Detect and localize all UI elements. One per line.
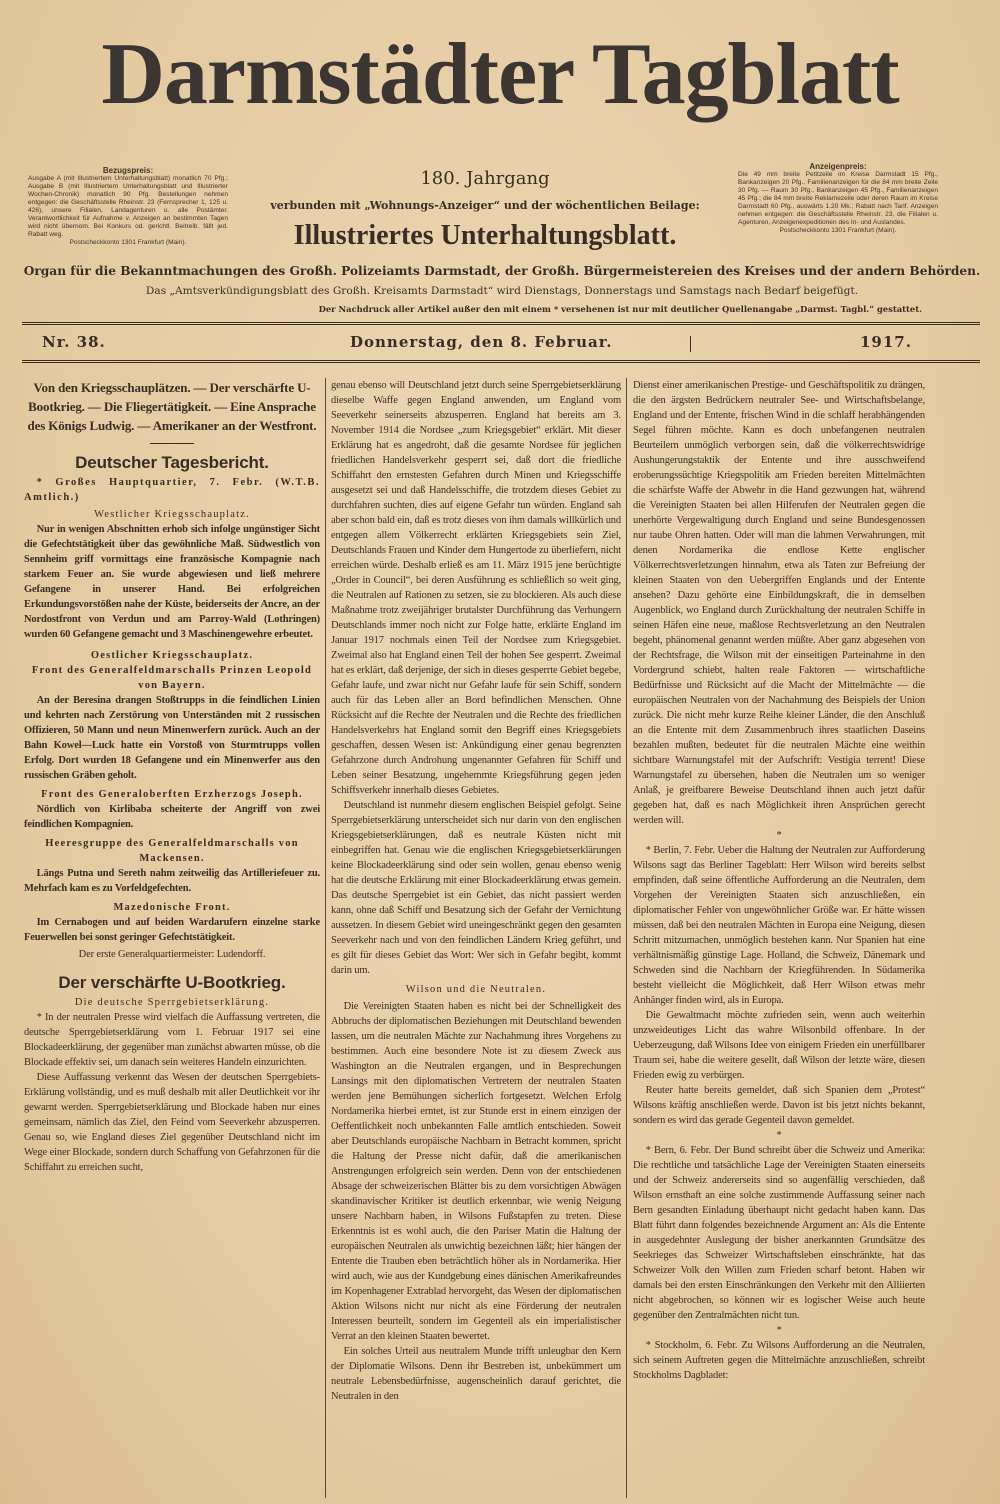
paragraph: Ein solches Urteil aus neutralem Munde trifft unleugbar den Kern der Diplomatie Wilsons. Denn ihr Bestreben ist, unbekümmert um neutrale Lebensbedürfnisse, augenscheinlich darauf gerichtet, die Neutralen in den [331, 1346, 621, 1402]
anzeigenpreis-box [738, 162, 938, 235]
paragraph: Im Cernabogen und auf beiden Wardarufern einzelne starke Feuerwellen bei sonst geringer Gefechtstätigkeit. [24, 917, 320, 943]
organ-line: Organ für die Bekanntmachungen des Großh. Polizeiamts Darmstadt, der Großh. Bürgermeistereien des Kreises und der andern Behörden. [23, 264, 981, 278]
column-divider [626, 378, 627, 1498]
paragraph: Die Gewaltmacht möchte zufrieden sein, wenn auch weiterhin unzweideutiges Licht das wahre Wilsonbild offenbare. In der Ueberzeugung, daß Wilsons Idee von einigem Frieden ein unerfüllbarer Traum sei, habe die weitere gesellt, daß Wilson der letzte wäre, diesen Frieden ewig zu verbürgen. [633, 1010, 925, 1081]
paragraph: Reuter hatte bereits gemeldet, daß sich Spanien dem „Protest“ Wilsons kräftig anschließen werde. Davon ist bis jetzt nichts bekannt, sondern es wird das gerade Gegenteil davon gemeldet. [633, 1085, 925, 1126]
paragraph: Längs Putna und Sereth nahm zeitweilig das Artilleriefeuer zu. Mehrfach kam es zu Vorfeldgefechten. [24, 868, 320, 894]
paragraph: Nur in wenigen Abschnitten erhob sich infolge ungünstiger Sicht die Gefechtstätigkeit über das gewöhnliche Maß. Südwestlich von Sennheim griff vormittags eine französische Kompagnie nach starkem Feuer an. Sie wurde abgewiesen und ließ mehrere Gefangene in unserer Hand. Bei erfolgreichen Erkundungsvorstößen nahe der Küste, beiderseits der Ancre, an der Nordostfront von Verdun und am Parroy-Wald (Lothringen) wurden 60 Gefangene gemacht und 3 Maschinengewehre erbeutet. [24, 524, 320, 640]
subhead-mazedonien: Mazedonische Front. [113, 902, 231, 913]
subhead-mackensen: Heeresgruppe des Generalfeldmarschalls von Mackensen. [45, 838, 299, 864]
section-star: * [776, 830, 782, 841]
issue-number: Nr. 38. [42, 333, 106, 351]
section-star: * [776, 1130, 782, 1141]
signature: Der erste Generalquartiermeister: Ludendorff. [78, 949, 266, 960]
subhead-ost: Oestlicher Kriegsschauplatz. [90, 650, 254, 661]
subhead-front-leopold: Front des Generalfeldmarschalls Prinzen Leopold von Bayern. [31, 665, 313, 691]
subhead-west: Westlicher Kriegsschauplatz. [94, 509, 250, 520]
subhead-front-joseph: Front des Generaloberften Erzherzogs Joseph. [41, 789, 303, 800]
verbunden-line: verbunden mit „Wohnungs-Anzeiger“ und der wöchentlichen Beilage: [270, 199, 700, 212]
paragraph: Nördlich von Kirlibaba scheiterte der Angriff von zwei feindlichen Kompagnien. [24, 804, 320, 830]
nachdruck-notice: Der Nachdruck aller Artikel außer den mit einem * versehenen ist nur mit deutlicher Quellenangabe „Darmst. Tagbl.“ gestattet. [318, 304, 922, 314]
rule-bottom [22, 360, 980, 363]
anzeigenpreis-text: Die 49 mm breite Petitzeile im Kreise Darmstadt 15 Pfg., Bankanzeigen 20 Pfg., Familienanzeigen für die 84 mm breite Zeile 30 Pfg. — Raum 30 Pfg., Bankanzeigen 45 Pfg., Familienanzeigen 45 Pfg.; die 84 mm breite Reklamezeile oder deren Raum im Kreise Darmstadt 60 Pfg., auswärts 1.20 Mk.; Rabatt nach Tarif. Anzeigen nehmen entgegen: die Geschäftsstelle Rheinstr. 23, die Filialen u. Agenturen, Anzeigenexpeditionen des In- und Auslandes. [738, 171, 938, 226]
paragraph: Die Vereinigten Staaten haben es nicht bei der Schnelligkeit des Abbruchs der diplomatischen Beziehungen mit Deutschland bewenden lassen, um die neutralen Mächte zur Nachahmung ihres Vorgehens zu bestimmen. Auch eine besondere Note ist zu diesem Zweck aus Washington an die Neutralen ergangen, und in Besprechungen Lansings mit den diplomatischen Vertretern der neutralen Staaten werden jene Bemühungen sicherlich fortgesetzt. Welchen Erfolg Nordamerika hierbei erntet, ist zur Stunde erst in einem einzigen der Oeffentlichkeit noch unbekannten Falle amtlich entschieden. Soweit aber Deutschlands europäische Nachbarn in Betracht kommen, spricht die Haltung der Presse nicht dafür, daß die amerikanischen Anstrengungen erfolgreich sein werden. Denn von der entschiedenen Absage der schweizerischen Blätter bis zu dem vorsichtigen Abwägen skandinavischer Kritiker ist deutlich erkennbar, wie wenig Neigung unsere Nachbarn haben, in Wilsons Fußstapfen zu treten. Diese Erkenntnis ist es wohl auch, die den Pariser Matin die Haltung der europäischen Neutralen als unwichtig bezeichnen läßt; hier hängen der Entente die Trauben eben beträchtlich höher als in Nordamerika. Hier wird auch, wie aus der Kundgebung eines dänischen Amerikafreundes im Kopenhagener Extrablad hervorgeht, das Wesen der diplomatischen Aktion Wilsons nicht nur nicht als eine Förderung der neutralen Interessen beurteilt, sondern im Gegenteil als ein imperialistischer Verrat an den kleinen Staaten bewertet. [331, 1001, 621, 1342]
headline-wilson: Wilson und die Neutralen. [405, 984, 547, 995]
paragraph-berlin: * Berlin, 7. Febr. Ueber die Haltung der Neutralen zur Aufforderung Wilsons sagt das Berliner Tageblatt: Herr Wilson wird bereits selbst empfinden, daß seine öffentliche Aufforderung an die Neutralen, dem Vorgehen der Vereinigten Staaten sich anzuschließen, ein diplomatischer Fehler von ungewöhnlicher Größe war. Er hätte wissen müssen, daß bei den neutralen Mächten in Europa eine Neigung, diesen Schritt mitzumachen, unmöglich bestehen kann. Nur Spanien hat eine verhältnismäßig günstige Lage. Holland, die Schweiz, Dänemark und Schweden sind die Nachbarn der Kriegführenden. In Südamerika besteht vielleicht die Möglichkeit, daß Herr Wilson etwas mehr Anhänger finden wird, als in Europa. [633, 845, 925, 1006]
separator [150, 443, 194, 444]
issue-year: 1917. [860, 333, 912, 351]
newspaper-title: Darmstädter Tagblatt [101, 26, 899, 123]
subhead-sperrgebiet: Die deutsche Sperrgebietserklärung. [74, 997, 270, 1008]
column-1 [24, 378, 320, 1175]
amtsblatt-line: Das „Amtsverkündigungsblatt des Großh. Kreisamts Darmstadt“ wird Dienstags, Donnerstags und Samstags nach Bedarf beigefügt. [145, 285, 859, 297]
paragraph: genau ebenso will Deutschland jetzt durch seine Sperrgebietserklärung dieselbe Waffe gegen England anwenden, um England vom Seeverkehr seinerseits abzusperren. England hat bereits am 3. November 1914 die Nordsee „zum Kriegsgebiet“ erklärt. Mit dieser Erklärung hat es angedroht, daß die gesamte Nordsee für jeglichen friedlichen Handelsverkehr gesperrt sei, daß dort die friedliche Schiffahrt den ernstesten Gefahren durch Minen und Kriegsschiffe ausgesetzt sei und daß Handelsschiffe, die trotzdem dieses Gebiet zu durchfahren suchten, dies auf eigene Gefahr tun würden. England sah aber schon bald ein, daß es trotz dieses von ihm damals willkürlich und entgegen allem Völkerrecht erklärten Kriegsgebiets sein Ziel, Deutschlands Frauen und Kinder dem Hungertode zu überliefern, nicht erreichen würde. Deshalb erließ es am 11. März 1915 jene berüchtigte „Order in Council“, bei deren Ausführung es schließlich so weit ging, die Neutralen auf Rationen zu setzen, sie zu blockieren. Als auch diese Maßnahme trotz zweijähriger brutalster Durchführung das Verhungern Deutschlands immer noch nicht zur Folge hatte, erklärte England im Januar 1917 nochmals einen Teil der Nordsee zum Kriegsgebiet. Zweimal also hat England einen Teil der hohen See gesperrt. Zweimal hat es erklärt, daß derjenige, der sich in dieses gesperrte Gebiet begebe, Gefahr laufe, und zwar nicht nur Gefahr laufe für sein Schiff, sondern auch für das Leben aller an Bord befindlichen Menschen. Ohne Rücksicht auf die Rechte der Neutralen und die Rechte des friedlichen Handelsverkehrs hat England somit den Begriff eines Kriegsgebiets geschaffen, dessen Wesen ist: Ankündigung einer genau begrenzten Gefahrzone durch Androhung ungenannter Gefahren für Schiff und Leben seiner Besatzung, ungehemmte Kriegsführung gegen jeden Schiffsverkehr innerhalb dieses Gebietes. [331, 380, 621, 796]
section-star: * [776, 1325, 782, 1336]
bezugspreis-footer: Postscheckkonto 1301 Frankfurt (Main). [69, 239, 187, 246]
jahrgang: 180. Jahrgang [420, 168, 550, 189]
paragraph-bern: * Bern, 6. Febr. Der Bund schreibt über die Schweiz und Amerika: Die rechtliche und tatsächliche Lage der Vereinigten Staaten einerseits und der Schweiz andererseits sind so augenfällig verschieden, daß Wilson ernsthaft an eine solche zustimmende Auffassung seiner nach Bern gesandten Einladung überhaupt nicht gedacht haben kann. Das Blatt führt dann folgendes bezeichnende Argument an: Als die Entente in ausgedehnter Auslegung der bisher anerkannten Grundsätze des Seekrieges das Schweizer Wirtschaftsleben einschränkte, hat das Schweizer Volk den Willen zum Frieden scharf betont. Haben wir damals bei den ersten Einschränkungen den Verkehr mit den Alliierten nicht abgebrochen, so können wir es logischer Weise auch heute gegenüber den Zentralmächten nicht tun. [633, 1145, 925, 1321]
beilage-title: Illustriertes Unterhaltungsblatt. [293, 220, 677, 251]
bezugspreis-box [28, 166, 228, 247]
column-3 [633, 378, 925, 1383]
paragraph-stockholm: * Stockholm, 6. Febr. Zu Wilsons Aufforderung an die Neutralen, sich seinem Auftreten gegen die Mittelmächte anzuschließen, schreibt Stockholms Dagbladet: [633, 1340, 925, 1381]
paragraph: Deutschland ist nunmehr diesem englischen Beispiel gefolgt. Seine Sperrgebietserklärung unterscheidet sich nur darin von den englischen Kriegsgebietserklärungen, daß es neutrale Küsten nicht mit einbegriffen hat. Genau wie die englischen Kriegsgebietserklärungen keine Blockadeerklärung sind oder sein wollen, genau ebenso wenig hat die deutsche Erklärung mit einer Blockadeerklärung etwas gemein. Das deutsche Sperrgebiet ist ein Gebiet, das nicht passiert werden kann, ohne daß Schiff und Besatzung sich der Gefahr der Vernichtung aussetzen. In diesem Gebiet wird uneingeschränkt gegen den gesamten Seeverkehr nach und von den feindlichen Ländern Krieg geführt, und es gilt für dieses Gebiet das Wort: Wer sich in Gefahr begibt, kommt darin um. [331, 800, 621, 976]
paragraph: * In der neutralen Presse wird vielfach die Auffassung vertreten, die deutsche Sperrgebietserklärung vom 1. Februar 1917 sei eine Blockadeerklärung, der gegenüber man zunächst abwarten müsse, ob die Blockade effektiv sei, um danach sein weiteres Handeln einzurichten. [24, 1012, 320, 1068]
paragraph: Diese Auffassung verkennt das Wesen der deutschen Sperrgebiets-Erklärung vollständig, und es muß deshalb mit aller Deutlichkeit vor ihr gewarnt werden. Sperrgebietserklärung und Blockade haben nur eines gemeinsam, nämlich das Ziel, den Feind vom Seeverkehr abzusperren. Genau so, wie England dieses Ziel gegenüber Deutschland nicht im Wege einer Blockade, sondern durch Schaffung von Gefahrzonen für die Schiffahrt zu erreichen sucht, [24, 1072, 320, 1173]
anzeigenpreis-heading: Anzeigenpreis: [809, 162, 867, 171]
anzeigenpreis-footer: Postscheckkonto 1301 Frankfurt (Main). [779, 227, 897, 234]
headline-ubootkrieg: Der verschärfte U-Bootkrieg. [58, 973, 286, 992]
issue-date: Donnerstag, den 8. Februar. [350, 333, 613, 351]
headline-tagesbericht: Deutscher Tagesbericht. [75, 453, 269, 472]
contents-summary: Von den Kriegsschauplätzen. — Der verschärfte U-Bootkrieg. — Die Fliegertätigkeit. — Eine Ansprache des Königs Ludwig. — Amerikaner an der Westfront. [27, 380, 317, 433]
column-2 [331, 378, 621, 1404]
paragraph: An der Beresina drangen Stoßtrupps in die feindlichen Linien und kehrten nach Zerstörung von Unterständen mit 2 russischen Offizieren, 50 Mann und neun Minenwerfern zurück. Auch an der Bahn Kowel—Luck hatte ein Vorstoß von Sturmtrupps vollen Erfolg. Dort wurden 18 Gefangene und ein Minenwerfer aus den russischen Gräben geholt. [24, 695, 320, 781]
rule-top [22, 322, 980, 325]
paragraph: Dienst einer amerikanischen Prestige- und Geschäftspolitik zu drängen, die den ärgsten Bedrückern neutraler See- und Wirtschaftsbelange, England und der Entente, frischen Wind in die schlaff herabhängenden Segel führen möchte. Kann es doch unbefangenen neutralen Beurteilern unmöglich verborgen sein, daß die völkerrechtswidrige Aushungerungstaktik der Entente und ihre ausschweifend eroberungssüchtige Kriegspolitik am Frieden bereiten Mittelmächten die schärfste Waffe der Abwehr in die Hand gezwungen hat, während die Vereinigten Staaten bei allen Hilferufen der Neutralen gegen die unerhörte Vergewaltigung durch England und seine Bundesgenossen nur taube Ohren hatten. Oder will man die lahmen Verwahrungen, mit denen Nordamerika die endlose Kette englischer Völkerrechtsverletzungen hinnahm, etwa als Taten zur Befreiung der kleinen Staaten von den Uebergriffen Englands und der Entente ansehen? Dazu gehörte eine Einbildungskraft, die in demselben Augenblick, wo England durch Zurückhaltung der neutralen Schiffe in seinen Häfen eine neue, maßlose Rechtsverletzung an den Neutralen begeht, phänomenal genannt werden müßte. Aber ganz abgesehen von der Rechtsfrage, die Wilson mit der einseitigen Parteinahme in den Vordergrund schiebt, halten reale Faktoren — wirtschaftliche Bedürfnisse und Rücksicht auf die Macht der Mittelmächte — die europäischen Neutralen von der Nachahmung des Beispiels der Union zurück. Die nicht mehr kurze Reihe kleiner Länder, die den Anschluß an die Entente mit dem Zusammenbruch ihres staatlichen Daseins bezahlen mußten, bedeutet für die neutralen Mächte eine weithin sichtbare Warnungstafel mit der Aufschrift: Vestigia terrent! Diese Warnungstafel zu übersehen, haben die Neutralen um so weniger Anlaß, je greifbarere Beweise Deutschland ihnen auch jetzt dafür gegeben hat, daß es nach Möglichkeit ihren Ansprüchen gerecht werden will. [633, 380, 925, 826]
bezugspreis-text: Ausgabe A (mit Illustriertem Unterhaltungsblatt) monatlich 70 Pfg.; Ausgabe B (mit Illustriertem Unterhaltungsblatt und Illustrierter Wochen-Chronik) monatlich 90 Pfg. Bestellungen nehmen entgegen: die Geschäftsstelle Rheinstr. 23 (Fernsprecher 1, 125 u. 426), unsere Filialen, Landagenturen u. alle Postämter. Verantwortlichkeit für Aufnahme v. Anzeigen an bestimmten Tagen wird nicht übernom. Bei Konkurs od. gerichtl. Beitreib. fällt jed. Rabatt weg. [28, 175, 228, 238]
dateline-divider [690, 336, 691, 352]
dateline-hauptquartier: * Großes Hauptquartier, 7. Febr. (W.T.B. Amtlich.) [24, 477, 320, 503]
bezugspreis-heading: Bezugspreis: [102, 166, 154, 175]
column-divider [325, 378, 326, 1498]
